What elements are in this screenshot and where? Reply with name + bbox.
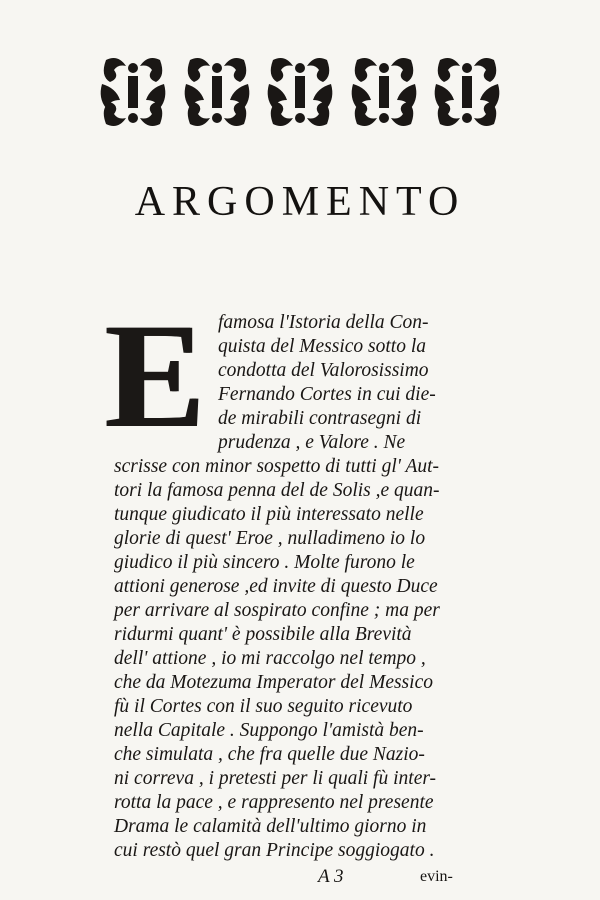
text-line: glorie di quest' Eroe , nulladimeno io lo (114, 528, 426, 549)
floral-fleuron-icon (349, 54, 419, 130)
text-line: quista del Messico sotto la (218, 336, 426, 357)
text-line: che da Motezuma Imperator del Messico (114, 672, 433, 693)
text-line: Fernando Cortes in cui die- (218, 384, 436, 405)
floral-fleuron-icon (265, 54, 335, 130)
floral-fleuron-icon (182, 54, 252, 130)
text-line: de mirabili contrasegni di (218, 408, 422, 429)
page-title: ARGOMENTO (134, 179, 466, 225)
text-line: Drama le calamità dell'ultimo giorno in (114, 816, 427, 837)
text-line: giudico il più sincero . Molte furono le (114, 552, 415, 573)
drop-cap: E (104, 293, 205, 459)
text-line: cui restò quel gran Principe soggiogato . (114, 840, 435, 861)
text-line: ni correva , i pretesti per li quali fù inter- (114, 768, 437, 789)
text-line: fù il Cortes con il suo seguito ricevuto (114, 696, 413, 717)
catchword: evin- (420, 868, 453, 885)
text-line: condotta del Valorosissimo (218, 360, 429, 381)
text-line: scrisse con minor sospetto di tutti gl' Aut- (114, 456, 440, 477)
floral-fleuron-icon (432, 54, 502, 130)
text-line: tunque giudicato il più interessato nelle (114, 504, 424, 525)
text-line: prudenza , e Valore . Ne (218, 432, 406, 453)
text-line: ridurmi quant' è possibile alla Brevità (114, 624, 412, 645)
text-line: rotta la pace , e rappresento nel presente (114, 792, 434, 813)
text-line: che simulata , che fra quelle due Nazio- (114, 744, 425, 765)
floral-fleuron-icon (98, 54, 168, 130)
text-line: nella Capitale . Suppongo l'amistà ben- (114, 720, 424, 741)
text-line: per arrivare al sospirato confine ; ma per (114, 600, 440, 621)
text-line: dell' attione , io mi raccolgo nel tempo , (114, 648, 426, 669)
page-signature: A 3 (318, 866, 344, 887)
text-line: tori la famosa penna del de Solis ,e quan- (114, 480, 440, 501)
text-line: attioni generose ,ed invite di questo Duce (114, 576, 438, 597)
headpiece-ornament (98, 54, 502, 130)
text-line: famosa l'Istoria della Con- (218, 312, 429, 333)
